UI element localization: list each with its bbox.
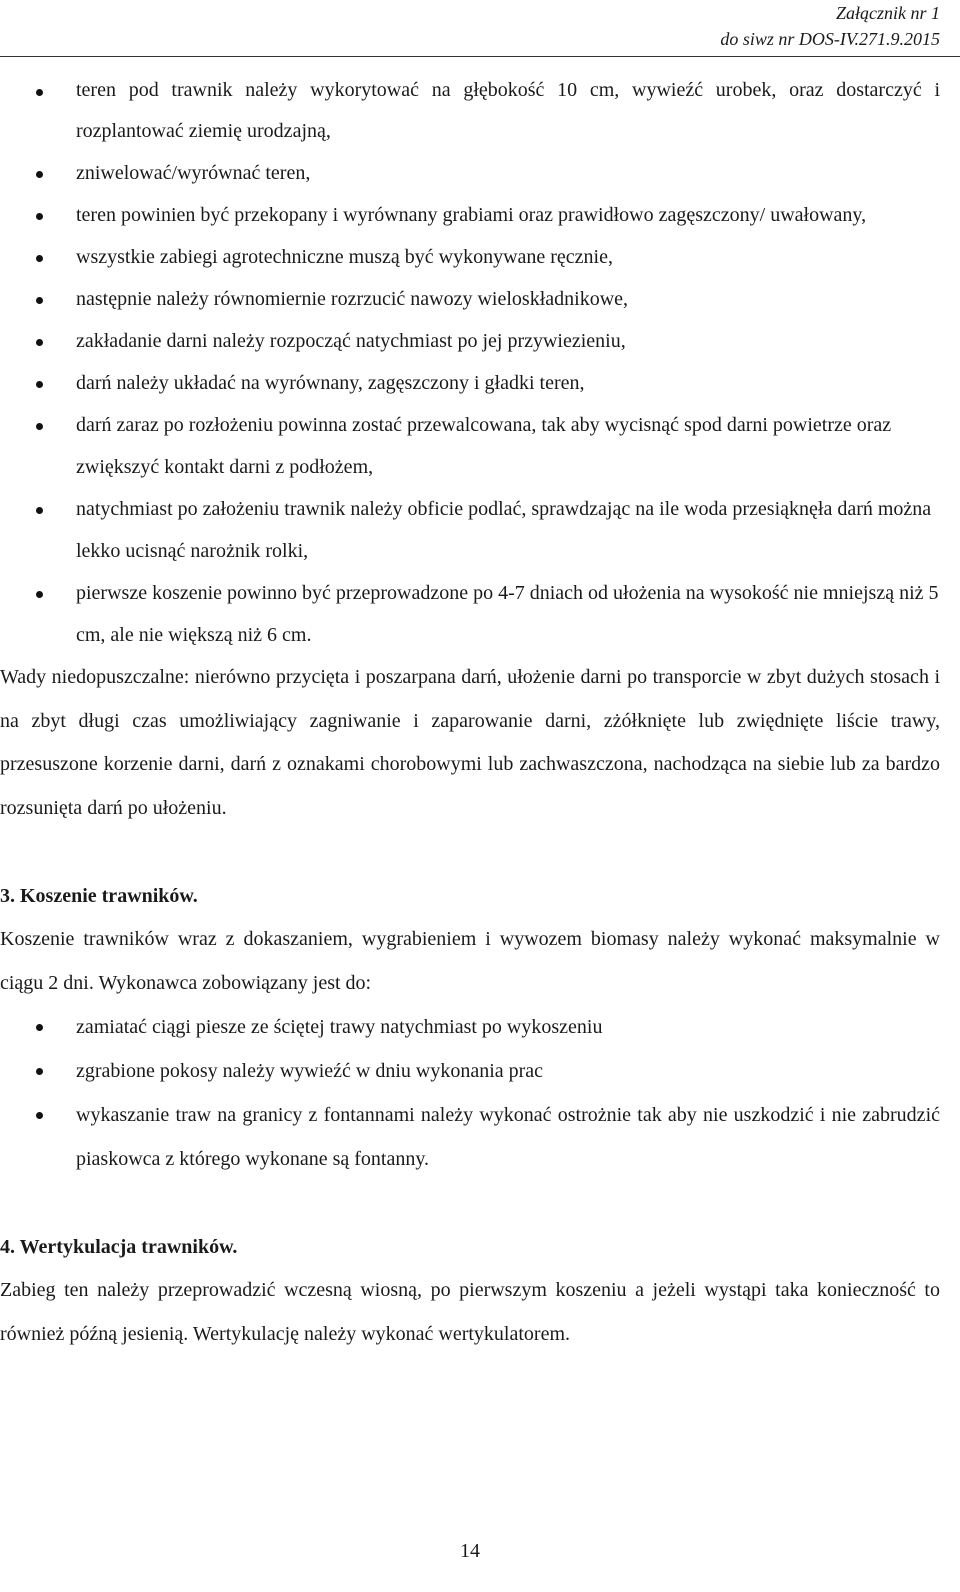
list-item: teren pod trawnik należy wykorytować na głębokość 10 cm, wywieźć urobek, oraz dostarczyć i rozplantować ziemię urodzajną, — [0, 70, 940, 152]
document-header — [380, 0, 940, 52]
bullet-icon — [36, 89, 43, 96]
page-number: 14 — [460, 1540, 480, 1562]
defects-paragraph: Wady niedopuszczalne: nierówno przycięta i poszarpana darń, ułożenie darni po transporcie w zbyt dużych stosach i na zbyt długi czas umożliwiający zagniwanie i zaparowanie darni, zżółknięte lub zwiędnięte liście trawy, przesuszone korzenie darni, darń z oznakami chorobowymi lub zachwaszczona, nachodząca na siebie lub za bardzo rozsunięta darń po ułożeniu. — [0, 666, 940, 819]
bullet-icon — [36, 507, 43, 514]
header-reference-number: do siwz nr DOS-IV.271.9.2015 — [720, 29, 940, 49]
section-3-text: Koszenie trawników wraz z dokaszaniem, wygrabieniem i wywozem biomasy należy wykonać maksymalnie w ciągu 2 dni. Wykonawca zobowiązany jest do: — [0, 928, 940, 994]
section-4-heading: 4. Wertykulacja trawników. — [0, 1236, 238, 1258]
mowing-duties-list — [0, 1005, 940, 1181]
list-item: wykaszanie traw na granicy z fontannami należy wykonać ostrożnie tak aby nie uszkodzić i nie zabrudzić piaskowca z którego wykonane są fontanny. — [0, 1093, 940, 1181]
section-4-text: Zabieg ten należy przeprowadzić wczesną wiosną, po pierwszym koszeniu a jeżeli wystąpi taka konieczność to również późną jesienią. Wertykulację należy wykonać wertykulatorem. — [0, 1279, 940, 1345]
bullet-icon — [36, 255, 43, 262]
header-attachment-label: Załącznik nr 1 — [835, 3, 940, 23]
document-body — [0, 70, 940, 1356]
bullet-icon — [36, 213, 43, 220]
bullet-icon — [36, 1024, 43, 1031]
list-item: zakładanie darni należy rozpocząć natychmiast po jej przywiezieniu, — [0, 320, 940, 362]
bullet-icon — [36, 171, 43, 178]
bullet-icon — [36, 1112, 43, 1119]
list-item: darń zaraz po rozłożeniu powinna zostać przewalcowana, tak aby wycisnąć spod darni powietrze oraz zwiększyć kontakt darni z podłożem, — [0, 404, 940, 488]
list-item: zniwelować/wyrównać teren, — [0, 152, 940, 194]
bullet-icon — [36, 381, 43, 388]
bullet-icon — [36, 339, 43, 346]
list-item: zgrabione pokosy należy wywieźć w dniu wykonania prac — [0, 1049, 940, 1093]
list-item: natychmiast po założeniu trawnik należy obficie podlać, sprawdzając na ile woda przesiąknęła darń można lekko ucisnąć narożnik rolki, — [0, 488, 940, 572]
list-item: wszystkie zabiegi agrotechniczne muszą być wykonywane ręcznie, — [0, 236, 940, 278]
list-item: pierwsze koszenie powinno być przeprowadzone po 4-7 dniach od ułożenia na wysokość nie mniejszą niż 5 cm, ale nie większą niż 6 cm. — [0, 572, 940, 656]
bullet-icon — [36, 591, 43, 598]
list-item: teren powinien być przekopany i wyrównany grabiami oraz prawidłowo zagęszczony/ uwałowany, — [0, 194, 940, 236]
list-item: następnie należy równomiernie rozrzucić nawozy wieloskładnikowe, — [0, 278, 940, 320]
bullet-icon — [36, 297, 43, 304]
list-item: zamiatać ciągi piesze ze ściętej trawy natychmiast po wykoszeniu — [0, 1005, 940, 1049]
list-item: darń należy układać na wyrównany, zagęszczony i gładki teren, — [0, 362, 940, 404]
header-divider — [0, 56, 960, 57]
section-3-heading: 3. Koszenie trawników. — [0, 885, 198, 907]
bullet-icon — [36, 1068, 43, 1075]
lawn-preparation-list — [0, 70, 940, 656]
bullet-icon — [36, 423, 43, 430]
